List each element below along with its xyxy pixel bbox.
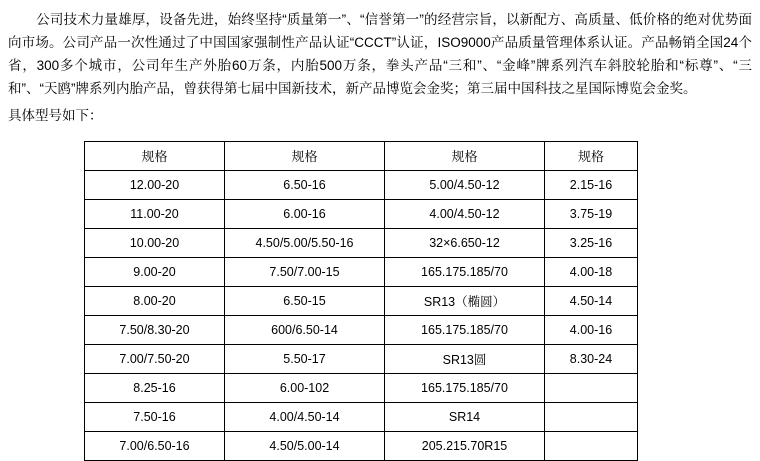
table-cell: 8.30-24 xyxy=(545,344,638,373)
table-row xyxy=(85,315,638,344)
table-cell: SR13圆 xyxy=(385,344,545,373)
table-cell: SR14 xyxy=(385,402,545,431)
table-cell: SR13（椭圆） xyxy=(385,286,545,315)
column-header: 规格 xyxy=(385,141,545,170)
table-cell: 165.175.185/70 xyxy=(385,315,545,344)
spec-table-wrapper xyxy=(6,141,754,461)
table-cell: 4.50/5.00-14 xyxy=(225,431,385,460)
table-cell: 8.00-20 xyxy=(85,286,225,315)
table-cell: 205.215.70R15 xyxy=(385,431,545,460)
table-cell: 165.175.185/70 xyxy=(385,257,545,286)
spec-table xyxy=(84,141,638,461)
table-row xyxy=(85,228,638,257)
table-cell xyxy=(545,431,638,460)
table-cell xyxy=(545,373,638,402)
column-header: 规格 xyxy=(545,141,638,170)
table-row xyxy=(85,373,638,402)
table-row xyxy=(85,257,638,286)
column-header: 规格 xyxy=(85,141,225,170)
lead-in-text: 具体型号如下： xyxy=(8,108,103,123)
table-cell: 12.00-20 xyxy=(85,170,225,199)
table-row xyxy=(85,402,638,431)
table-cell: 6.00-16 xyxy=(225,199,385,228)
table-cell: 6.00-102 xyxy=(225,373,385,402)
table-cell: 2.15-16 xyxy=(545,170,638,199)
table-row xyxy=(85,170,638,199)
table-cell: 600/6.50-14 xyxy=(225,315,385,344)
table-row xyxy=(85,199,638,228)
table-row xyxy=(85,286,638,315)
table-cell: 4.00/4.50-12 xyxy=(385,199,545,228)
table-cell: 32×6.650-12 xyxy=(385,228,545,257)
table-cell: 7.50/7.00-15 xyxy=(225,257,385,286)
table-cell: 3.75-19 xyxy=(545,199,638,228)
table-cell: 4.50/5.00/5.50-16 xyxy=(225,228,385,257)
table-cell xyxy=(545,402,638,431)
table-row xyxy=(85,431,638,460)
table-row xyxy=(85,344,638,373)
table-cell: 4.00-18 xyxy=(545,257,638,286)
table-header-row xyxy=(85,141,638,170)
table-cell: 5.50-17 xyxy=(225,344,385,373)
table-cell: 8.25-16 xyxy=(85,373,225,402)
table-cell: 6.50-16 xyxy=(225,170,385,199)
table-cell: 4.50-14 xyxy=(545,286,638,315)
table-cell: 10.00-20 xyxy=(85,228,225,257)
table-cell: 4.00-16 xyxy=(545,315,638,344)
table-cell: 165.175.185/70 xyxy=(385,373,545,402)
paragraph-text: 公司技术力量雄厚，设备先进，始终坚持“质量第一”、“信誉第一”的经营宗旨，以新配方、高质量、低价格的绝对优势面向市场。公司产品一次性通过了中国国家强制性产品认证“CCCT”认证，ISO9000产品质量管理体系认证。产品畅销全国24个省，300多个城市，公司年生产外胎60万条，内胎500万条，拳头产品“三和”、“金峰”牌系列汽车斜胶轮胎和“标尊”、“三和”、“天鸥”牌系列内胎产品，曾获得第七届中国新技术，新产品博览会金奖；第三届中国科技之星国际博览会金奖。 xyxy=(8,12,752,96)
table-cell: 7.50/8.30-20 xyxy=(85,315,225,344)
table-cell: 5.00/4.50-12 xyxy=(385,170,545,199)
table-cell: 3.25-16 xyxy=(545,228,638,257)
table-cell: 7.50-16 xyxy=(85,402,225,431)
table-cell: 4.00/4.50-14 xyxy=(225,402,385,431)
column-header: 规格 xyxy=(225,141,385,170)
table-cell: 11.00-20 xyxy=(85,199,225,228)
table-cell: 9.00-20 xyxy=(85,257,225,286)
table-cell: 6.50-15 xyxy=(225,286,385,315)
table-cell: 7.00/7.50-20 xyxy=(85,344,225,373)
body-paragraph xyxy=(6,8,754,100)
table-cell: 7.00/6.50-16 xyxy=(85,431,225,460)
